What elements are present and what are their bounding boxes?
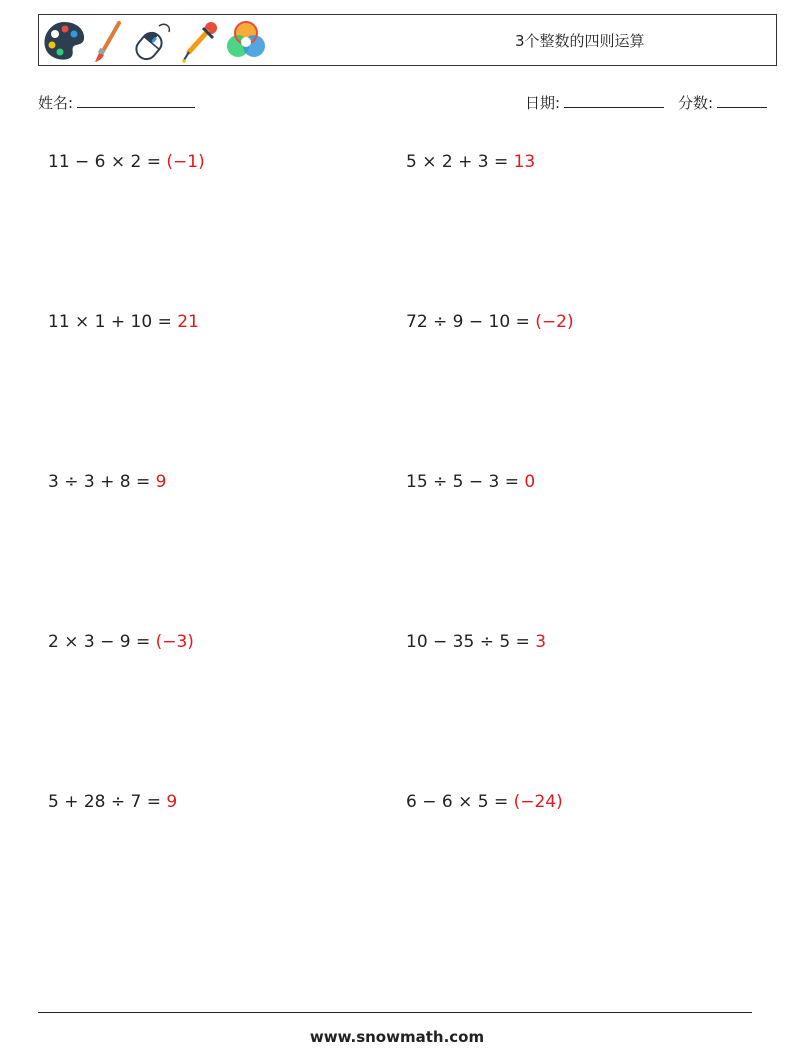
problem-answer: (−1) — [166, 152, 205, 172]
problem-9 — [48, 790, 177, 814]
problem-3 — [48, 310, 199, 334]
problem-expression: 15 ÷ 5 − 3 = — [406, 472, 525, 492]
score-field — [678, 92, 767, 114]
footer-divider — [38, 1012, 752, 1013]
name-blank[interactable] — [77, 93, 195, 108]
problem-6 — [406, 470, 535, 494]
problem-answer: 9 — [166, 792, 178, 812]
name-field — [38, 92, 195, 114]
problem-expression: 2 × 3 − 9 = — [48, 632, 156, 652]
eyedropper-icon — [177, 18, 221, 64]
problem-8 — [406, 630, 546, 654]
problem-2 — [406, 150, 535, 174]
problem-expression: 10 − 35 ÷ 5 = — [406, 632, 536, 652]
paintbrush-icon — [89, 18, 129, 64]
date-label: 日期: — [525, 94, 561, 112]
worksheet-title: 3个整数的四则运算 — [515, 32, 645, 50]
score-label: 分数: — [678, 94, 714, 112]
score-blank[interactable] — [717, 93, 767, 108]
problem-4 — [406, 310, 574, 334]
problem-expression: 72 ÷ 9 − 10 = — [406, 312, 536, 332]
worksheet-header — [38, 14, 777, 66]
palette-icon — [41, 18, 87, 64]
date-blank[interactable] — [564, 93, 664, 108]
footer-url[interactable]: www.snowmath.com — [309, 1028, 485, 1046]
problem-answer: 21 — [177, 312, 199, 332]
problem-answer: (−24) — [513, 792, 563, 812]
problem-expression: 5 × 2 + 3 = — [406, 152, 514, 172]
problem-1 — [48, 150, 205, 174]
problem-expression: 11 − 6 × 2 = — [48, 152, 167, 172]
problem-5 — [48, 470, 166, 494]
problem-answer: (−2) — [535, 312, 574, 332]
mouse-icon — [129, 18, 175, 64]
date-field — [525, 92, 664, 114]
color-circles-icon — [223, 18, 269, 64]
problem-answer: 0 — [524, 472, 536, 492]
problem-answer: (−3) — [155, 632, 194, 652]
name-label: 姓名: — [38, 94, 74, 112]
problem-10 — [406, 790, 563, 814]
problem-answer: 9 — [155, 472, 167, 492]
problem-expression: 6 − 6 × 5 = — [406, 792, 514, 812]
problem-expression: 11 × 1 + 10 = — [48, 312, 178, 332]
problem-expression: 3 ÷ 3 + 8 = — [48, 472, 156, 492]
problem-expression: 5 + 28 ÷ 7 = — [48, 792, 167, 812]
problem-7 — [48, 630, 194, 654]
problem-answer: 13 — [513, 152, 536, 172]
problem-answer: 3 — [535, 632, 547, 652]
